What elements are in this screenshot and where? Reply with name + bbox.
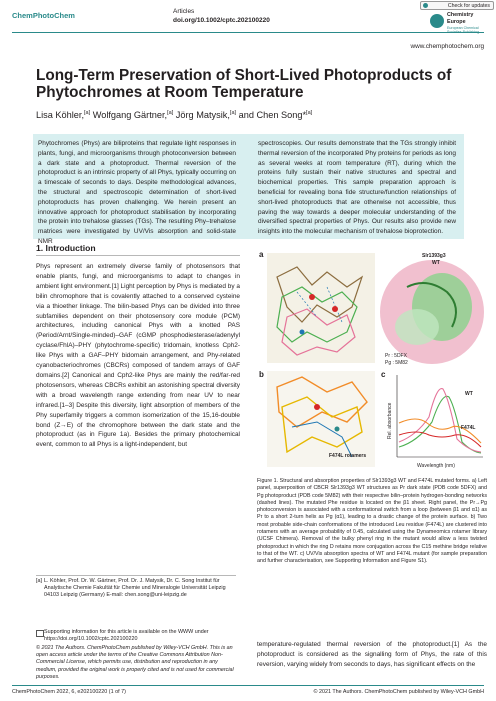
author-affiliation: [a] [306,110,313,116]
journal-name[interactable]: ChemPhotoChem [12,11,75,20]
intro-paragraph: Phys represent an extremely diverse family of photosensors that enable plants, fungi, and microorganisms to adapt to changes in ambient light environment.[1] Light perception by Phys is mediated by a bilin chromophore that is covalently attached to a conserved cysteine via a thioether linkage. The bilin-based Phys can be divided into three subfamilies dependent on their photosensory core module (PCM) architectures, including canonical Phys with a knotted PAS (Period/Arnt/Single-minded)–GAF (cGMP phosphodiesterase/adenylyl cyclase/FhlA)–PHY (phytochrome-specific) tridomain, knotless Cph2-like Phys with a GAF–PHY bidomain arrangement, and Phy-related cyanobacteriochromes (CBCRs) composed of tandem arrays of GAF domains.[2] Canonical and Cph2-like Phys are mainly the red/far-red photosensors, whereas CBCRs exhibit an astonishing spectral diversity with a broad wavelength range extending from near UV to near infrared.[1–3] Despite this diversity, light absorption of members of the Phy superfamily triggers a common isomerization of the 15,16-double bond (Z→E) of the chromophore between the dark state and the photoproduct (as in Figure 1a). Besides the primary photochemical event, common to all Phys is a light-independent, but [36,263,240,449]
publisher-name-line3: European Chemical [447,26,479,30]
footnote-divider [36,575,236,576]
section-label: Articles [173,8,195,15]
intro-text-right: temperature-regulated thermal reversion of the photoproduct.[1] As the photoproduct is considered as the signalling form of Phys, the rate of this reversion, varying widely from seconds to days, has significant effects on the [257,641,487,668]
panel-a-label: a [259,250,264,259]
license-note: © 2021 The Authors. ChemPhotoChem published by Wiley-VCH GmbH. This is an open access article under the terms of the Creative Commons Attribution Non-Commercial License, which permits use, distribution and reproduction in any medium, provided the original work is properly cited and is not used for commercial purposes. [36,645,234,680]
protein-variant: WT [432,260,440,266]
publisher-name-line2: Europe [447,19,466,25]
supporting-info-note[interactable]: Supporting information for this article is available on the WWW under https://doi.org/10.1002/cptc.202100220 [44,629,209,643]
intro-text-left [36,262,240,450]
panel-b-label: b [259,370,264,379]
spectrum-wt-label: WT [465,391,473,397]
header-divider [12,32,484,33]
figure-1 [257,247,487,475]
protein-label: Slr1393g3 [422,253,446,259]
article-title: Long-Term Preservation of Short-Lived Photoproducts of Phytochromes at Room Temperature [36,67,452,101]
footer-copyright: © 2021 The Authors. ChemPhotoChem published by Wiley-VCH GmbH [313,689,484,695]
publisher-name-line1: Chemistry [447,12,474,18]
footer-citation: ChemPhotoChem 2022, 6, e202100220 (1 of 7) [12,689,126,695]
author-name: Wolfgang Gärtner, [92,110,168,121]
section-heading: 1. Introduction [36,243,96,253]
doi-link[interactable]: doi.org/10.1002/cptc.202100220 [173,17,270,24]
protein-surface [380,260,484,364]
author-name: Jörg Matysik, [175,110,230,121]
legend-pr: Pr : 5DFX [385,353,407,359]
footnote-marker: [a] [36,578,42,584]
author-name: Lisa Köhler, [36,110,85,121]
author-name: and Chen Song* [238,110,307,121]
abstract-text-left: Phytochromes (Phys) are biliproteins that regulate light responses in plants, fungi, and microorganisms through photoconversion between a dark state and a photoproduct. Thermal reversion of the photoproduct is an intrinsic property of all Phys, typically occurring on a timescale of seconds to days. Despite methodological advances, the structural and spectroscopic determination of short-lived photoproducts has proven challenging. We herein present an innovative approach for photoproduct stabilisation by incorporating the protein into trehalose glasses (TGs). The resulting Phy–trehalose matrices were investigated by UV/Vis absorption and solid-state NMR [38,140,236,245]
rotamers-label: F474L rotamers [329,453,367,459]
panel-c-label: c [381,370,386,379]
journal-website-link[interactable]: www.chemphotochem.org [410,43,484,50]
author-affiliation: [a] [229,110,237,116]
supporting-info-icon [36,630,44,637]
author-affiliation-footnote: L. Köhler, Prof. Dr. W. Gärtner, Prof. Dr. J. Matysik, Dr. C. Song Institut für Analytische Chemie Fakultät für Chemie und Mineralogie Universität Leipzig 04103 Leipzig (Germany) E-mail: chen.song@uni-leipzig.de [44,578,226,599]
abstract-text-right: spectroscopies. Our results demonstrate that the TGs strongly inhibit thermal reversion of the incorporated Phy proteins for periods as long as several weeks at room temperature (RT), during which the proteins fully sustain their native structures and spectral and biochemical properties. This sample preparation approach is beneficial for revealing bona fide structure/function relationships of short-lived photoproducts that are otherwise not accessible, thus paving the way towards a deeper molecular understanding of the diversified spectral properties of Phys. Our results also provide new insights into the molecular mechanism of trehalose bioprotection. [258,140,456,236]
chemistry-europe-logo-icon [430,14,444,28]
spectrum-mutant-label: F474L [461,425,476,431]
author-list [36,110,312,120]
x-axis-label: Wavelength (nm) [417,463,455,469]
author-affiliation: [a] [167,110,174,116]
structure-panel-a [267,253,375,363]
check-updates-button[interactable]: Check for updates [420,1,494,10]
figure-caption: Figure 1. Structural and absorption properties of Slr1393g3 WT and F474L mutated forms. a) Left panel, superposition of CBCR Slr1393g3 WT structures as Pr dark state (PDB code 5DFX) and Pg photoproduct (PDB code 5M82) with their respective bilin–protein hydrogen-bonding networks (dashed lines). The mutated Phe residue is located on the β1 sheet. Right panel, the Pr→Pg photoconversion is associated with a conformational switch from a loop (between β1 and α1) as Pr to a short 2-turn helix as Pg (α1), leading to a drastic change of the protein surface. b) Two most probable side-chain conformations of the introduced Leu residue (F474L) are clustered into rotamers with an average probability of 0.45, calculated using the Dynameomics rotamer library (UCSF Chimera). Removal of the bulky phenyl ring in the mutant would allow a less twisted photoproduct in which the ring D retains more conjugation across the C15 methine bridge relative to that of the WT. c) UV/Vis absorption spectra of WT and F474L mutant (for sample preparation and further characterisation, see Supporting Information and Figure S1). [257,478,487,565]
footer-divider [12,685,484,686]
author-affiliation: [a] [84,110,91,116]
section-divider [36,255,240,256]
check-updates-icon [423,3,428,8]
y-axis-label: Rel. absorbance [387,402,393,439]
legend-pg: Pg : 5M82 [385,360,408,366]
